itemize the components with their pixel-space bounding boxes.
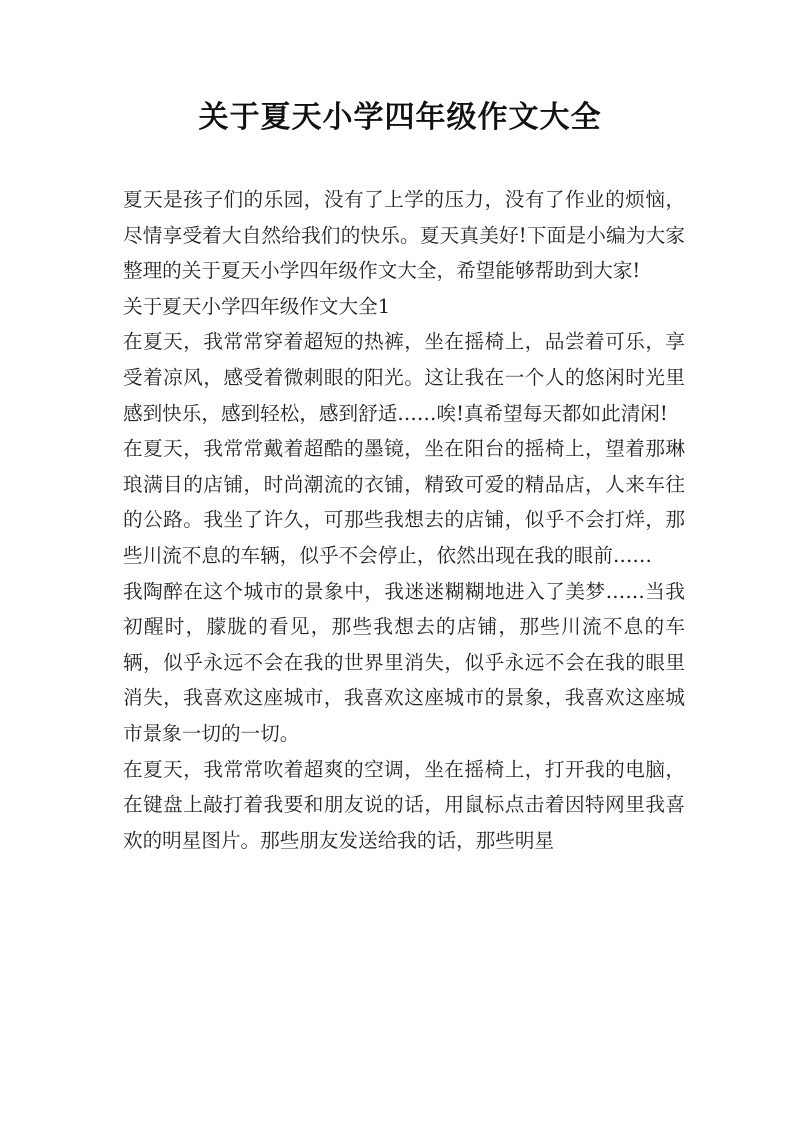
body-paragraph: 在夏天，我常常吹着超爽的空调，坐在摇椅上，打开我的电脑，在键盘上敲打着我要和朋友说的话，用鼠标点击着因特网里我喜欢的明星图片。那些朋友发送给我的话，那些明星 xyxy=(123,757,685,852)
body-paragraph: 在夏天，我常常穿着超短的热裤，坐在摇椅上，品尝着可乐，享受着凉风，感受着微刺眼的阳光。这让我在一个人的悠闲时光里感到快乐，感到轻松，感到舒适……唉!真希望每天都如此清闲! xyxy=(123,330,685,425)
section-heading: 关于夏天小学四年级作文大全1 xyxy=(123,294,391,318)
page-title: 关于夏天小学四年级作文大全 xyxy=(198,100,602,135)
body-paragraph: 我陶醉在这个城市的景象中，我迷迷糊糊地进入了美梦……当我初醒时，朦胧的看见，那些我想去的店铺，那些川流不息的车辆，似乎永远不会在我的世界里消失，似乎永远不会在我的眼里消失，我喜欢这座城市，我喜欢这座城市的景象，我喜欢这座城市景象一切的一切。 xyxy=(123,579,685,745)
body-paragraph: 在夏天，我常常戴着超酷的墨镜，坐在阳台的摇椅上，望着那琳琅满目的店铺，时尚潮流的衣铺，精致可爱的精品店，人来车往的公路。我坐了许久，可那些我想去的店铺，似乎不会打烊，那些川流不息的车辆，似乎不会停止，依然出现在我的眼前…… xyxy=(123,437,685,567)
intro-paragraph: 夏天是孩子们的乐园，没有了上学的压力，没有了作业的烦恼，尽情享受着大自然给我们的快乐。夏天真美好!下面是小编为大家整理的关于夏天小学四年级作文大全，希望能够帮助到大家! xyxy=(123,188,685,283)
article-body xyxy=(123,182,685,858)
